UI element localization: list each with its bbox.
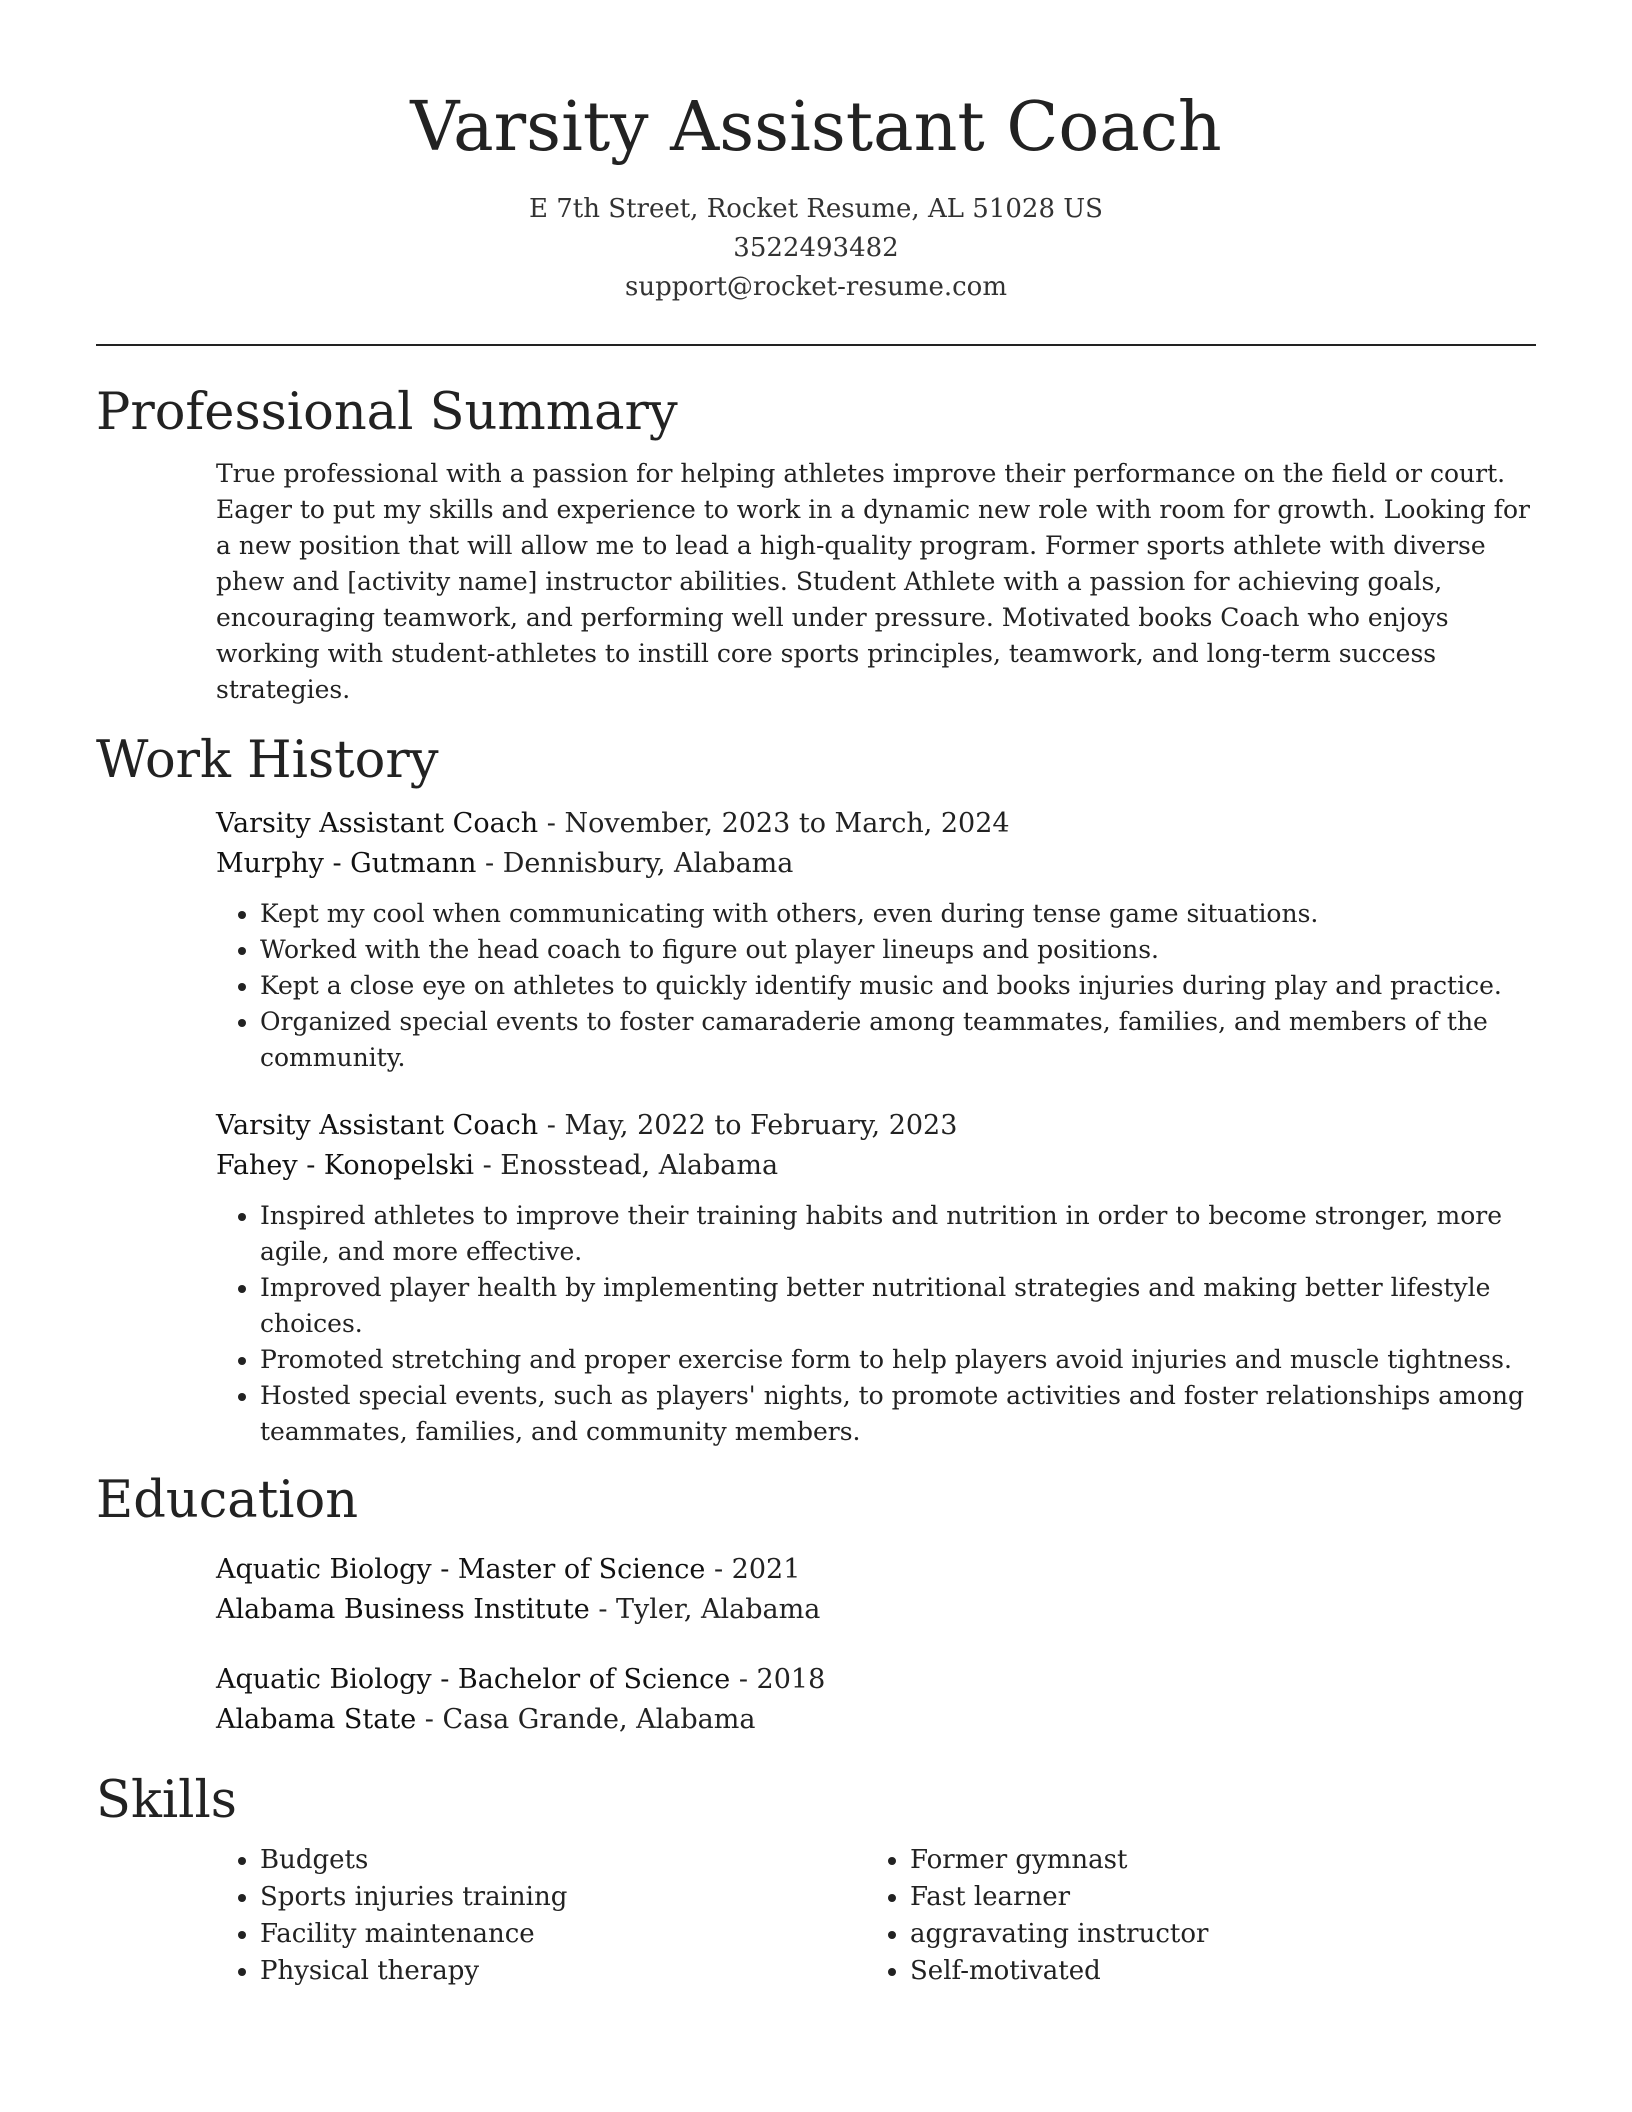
- contact-phone: 3522493482: [733, 233, 899, 263]
- contact-block: [96, 190, 1536, 307]
- job-bullet: • Organized special events to foster camaraderie among teammates, families, and members of the community.: [260, 1004, 1536, 1076]
- header-divider: [96, 344, 1536, 346]
- skill-item: • Sports injuries training: [260, 1879, 866, 1916]
- job-bullets: [216, 1198, 1536, 1450]
- education-location: - Tyler, Alabama: [589, 1594, 821, 1625]
- skill-item: • Fast learner: [910, 1879, 1516, 1916]
- job-dates: - May, 2022 to February, 2023: [538, 1110, 958, 1141]
- section-title-skills: Skills: [96, 1771, 237, 1830]
- job-company: Fahey - Konopelski: [216, 1150, 475, 1181]
- job-entry: [216, 1106, 1536, 1450]
- skill-item: • Former gymnast: [910, 1842, 1516, 1879]
- contact-email: support@rocket-resume.com: [624, 272, 1007, 302]
- skills-column-left: [216, 1842, 866, 1990]
- education-year: - 2018: [730, 1664, 826, 1695]
- job-dates: - November, 2023 to March, 2024: [538, 808, 1010, 839]
- job-entry: [216, 804, 1536, 1076]
- education-school: Alabama Business Institute: [216, 1594, 590, 1625]
- job-company-line: [216, 844, 1536, 884]
- education-school: Alabama State: [216, 1704, 417, 1735]
- education-school-line: [216, 1590, 1536, 1630]
- skill-item: • Physical therapy: [260, 1953, 866, 1990]
- education-year: - 2021: [705, 1554, 801, 1585]
- education-school-line: [216, 1700, 1536, 1740]
- education-entry: [216, 1550, 1536, 1630]
- education-entry: [216, 1660, 1536, 1740]
- job-bullet: • Worked with the head coach to figure out player lineups and positions.: [260, 932, 1536, 968]
- job-location: - Dennisbury, Alabama: [476, 848, 794, 879]
- resume-name: Varsity Assistant Coach: [410, 88, 1222, 167]
- job-company: Murphy - Gutmann: [216, 848, 477, 879]
- skill-item: • aggravating instructor: [910, 1916, 1516, 1953]
- skill-item: • Budgets: [260, 1842, 866, 1879]
- section-title-work-history: Work History: [96, 731, 439, 790]
- job-role: Varsity Assistant Coach: [216, 1110, 539, 1141]
- education-degree-line: [216, 1550, 1536, 1590]
- contact-address: E 7th Street, Rocket Resume, AL 51028 US: [529, 194, 1103, 224]
- skill-item: • Facility maintenance: [260, 1916, 866, 1953]
- job-bullet: • Hosted special events, such as players' nights, to promote activities and foster relationships among teammates, families, and community members.: [260, 1378, 1536, 1450]
- skills-list: [866, 1842, 1516, 1990]
- job-bullet: • Improved player health by implementing better nutritional strategies and making better lifestyle choices.: [260, 1270, 1536, 1342]
- job-role: Varsity Assistant Coach: [216, 808, 539, 839]
- job-bullet: • Inspired athletes to improve their training habits and nutrition in order to become stronger, more agile, and more effective.: [260, 1198, 1536, 1270]
- skills-grid: [216, 1842, 1536, 1990]
- job-title-line: [216, 1106, 1536, 1146]
- job-bullet: • Promoted stretching and proper exercise form to help players avoid injuries and muscle tightness.: [260, 1342, 1536, 1378]
- job-title-line: [216, 804, 1536, 844]
- skill-item: • Self-motivated: [910, 1953, 1516, 1990]
- job-location: - Enosstead, Alabama: [474, 1150, 779, 1181]
- job-bullets: [216, 896, 1536, 1076]
- education-location: - Casa Grande, Alabama: [416, 1704, 756, 1735]
- education-degree-line: [216, 1660, 1536, 1700]
- education-degree: Aquatic Biology - Master of Science: [216, 1554, 706, 1585]
- section-title-education: Education: [96, 1471, 359, 1530]
- job-bullet: • Kept my cool when communicating with others, even during tense game situations.: [260, 896, 1536, 932]
- section-title-summary: Professional Summary: [96, 383, 678, 442]
- education-degree: Aquatic Biology - Bachelor of Science: [216, 1664, 731, 1695]
- resume-header: [96, 0, 1536, 307]
- job-company-line: [216, 1146, 1536, 1186]
- job-bullet: • Kept a close eye on athletes to quickly identify music and books injuries during play and practice.: [260, 968, 1536, 1004]
- skills-list: [216, 1842, 866, 1990]
- skills-column-right: [866, 1842, 1516, 1990]
- summary-text: True professional with a passion for helping athletes improve their performance on the field or court. Eager to put my skills and experience to work in a dynamic new role with room for growth. Looking for a new position that will allow me to lead a high-quality program. Former sports athlete with diverse phew and [activity name] instructor abilities. Student Athlete with a passion for achieving goals, encouraging teamwork, and performing well under pressure. Motivated books Coach who enjoys working with student-athletes to instill core sports principles, teamwork, and long-term success strategies.: [216, 459, 1530, 704]
